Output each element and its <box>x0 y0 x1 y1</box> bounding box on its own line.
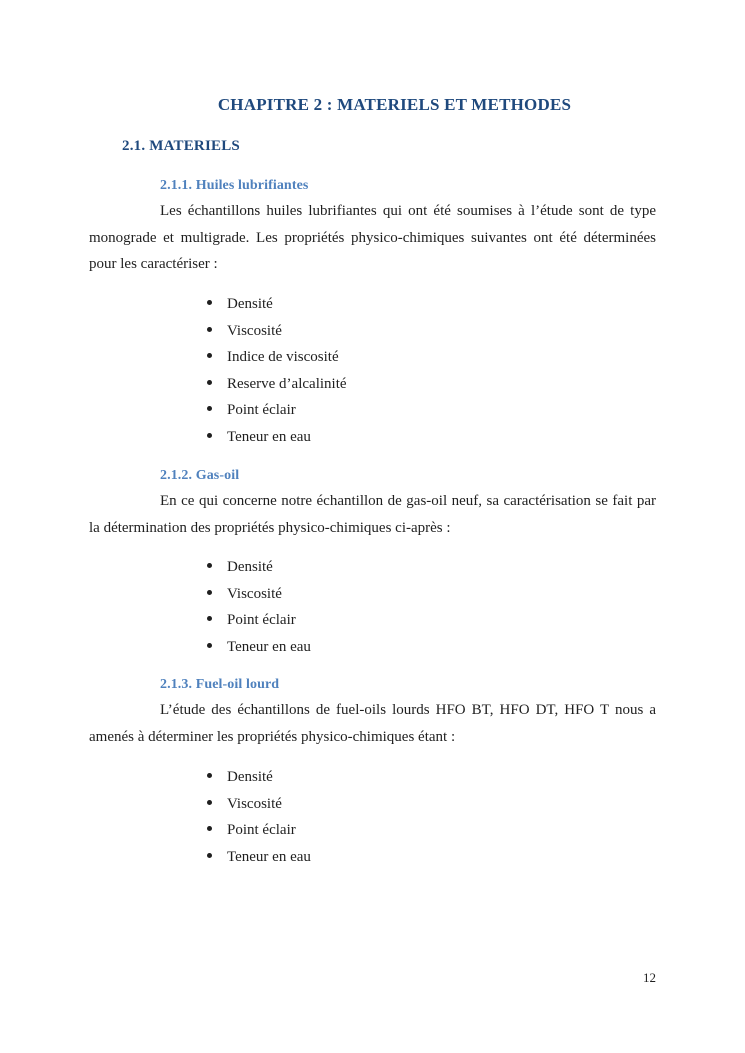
bullet-list-gas-oil <box>207 554 311 660</box>
section-heading-materiels: 2.1. MATERIELS <box>122 138 240 154</box>
list-item-label: Point éclair <box>227 612 296 629</box>
list-item-label: Densité <box>227 769 273 785</box>
bullet-icon <box>207 800 212 805</box>
list-item-label: Densité <box>227 296 273 312</box>
bullet-icon <box>207 433 212 438</box>
paragraph-gas-oil: En ce qui concerne notre échantillon de gas-oil neuf, sa caractérisation se fait par la détermination des propriétés physico-chimiques ci-après : <box>89 493 656 536</box>
list-item-label: Teneur en eau <box>227 428 311 445</box>
subsection-heading-fuel-oil-lourd: 2.1.3. Fuel-oil lourd <box>160 677 280 692</box>
paragraph-fuel-oil-lourd: L’étude des échantillons de fuel-oils lourds HFO BT, HFO DT, HFO T nous a amenés à déterminer les propriétés physico-chimiques étant : <box>89 702 656 745</box>
list-item-label: Teneur en eau <box>227 638 311 655</box>
list-item <box>207 607 311 634</box>
list-item-label: Reserve d’alcalinité <box>227 375 347 392</box>
list-item-label: Teneur en eau <box>227 848 311 865</box>
list-item <box>207 791 311 818</box>
list-item <box>207 371 347 398</box>
bullet-icon <box>207 826 212 831</box>
list-item <box>207 291 347 318</box>
list-item <box>207 554 311 581</box>
bullet-icon <box>207 616 212 621</box>
list-item <box>207 397 347 424</box>
list-item <box>207 817 311 844</box>
bullet-icon <box>207 563 212 568</box>
list-item-label: Viscosité <box>227 795 282 812</box>
list-item <box>207 344 347 371</box>
bullet-icon <box>207 353 212 358</box>
chapter-title: CHAPITRE 2 : MATERIELS ET METHODES <box>217 95 572 114</box>
list-item <box>207 634 311 661</box>
bullet-icon <box>207 380 212 385</box>
subsection-heading-gas-oil: 2.1.2. Gas-oil <box>160 468 240 483</box>
bullet-icon <box>207 773 212 778</box>
list-item <box>207 764 311 791</box>
list-item <box>207 424 347 451</box>
subsection-heading-huiles-lubrifiantes: 2.1.1. Huiles lubrifiantes <box>160 178 309 193</box>
bullet-icon <box>207 300 212 305</box>
paragraph-huiles-lubrifiantes: Les échantillons huiles lubrifiantes qui ont été soumises à l’étude sont de type monograde et multigrade. Les propriétés physico-chimiques suivantes ont été déterminées pour les caractériser : <box>89 203 656 272</box>
bullet-icon <box>207 853 212 858</box>
list-item-label: Densité <box>227 559 273 575</box>
list-item <box>207 581 311 608</box>
bullet-icon <box>207 327 212 332</box>
bullet-icon <box>207 590 212 595</box>
list-item-label: Indice de viscosité <box>227 349 339 366</box>
list-item-label: Point éclair <box>227 822 296 839</box>
list-item <box>207 844 311 871</box>
list-item-label: Viscosité <box>227 322 282 339</box>
bullet-icon <box>207 406 212 411</box>
page-number: 12 <box>643 970 656 985</box>
list-item-label: Viscosité <box>227 585 282 602</box>
list-item <box>207 318 347 345</box>
bullet-icon <box>207 643 212 648</box>
bullet-list-huiles <box>207 291 347 451</box>
list-item-label: Point éclair <box>227 402 296 419</box>
bullet-list-fuel-oil <box>207 764 311 870</box>
